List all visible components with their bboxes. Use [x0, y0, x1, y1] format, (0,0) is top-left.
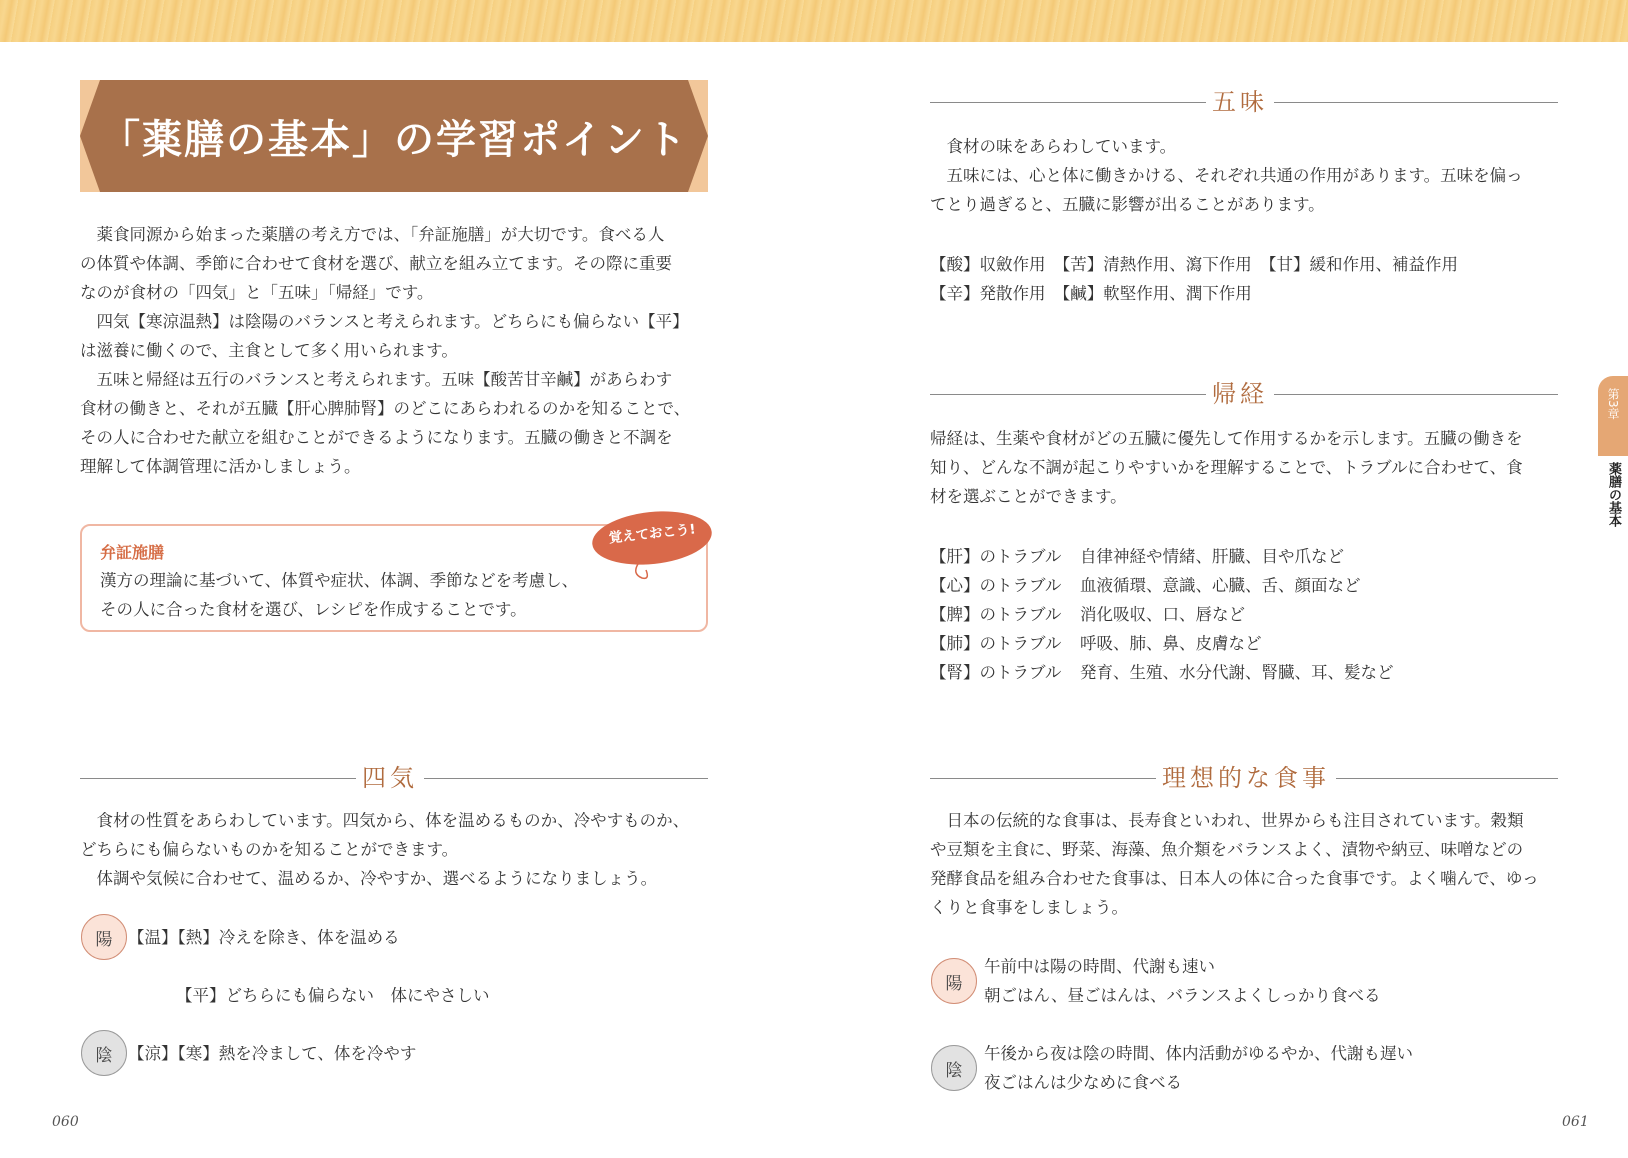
shiki-heading-label: 四気 [356, 758, 424, 798]
ideal-paragraph [930, 806, 1570, 922]
gomi-paragraph [930, 132, 1570, 219]
trouble-row [930, 600, 1245, 629]
intro-line: 五味と帰経は五行のバランスと考えられます。五味【酸苦甘辛鹹】があらわす [96, 370, 673, 389]
trouble-row [930, 658, 1394, 687]
ideal-line: 発酵食品を組み合わせた食事は、日本人の体に合った食事です。よく噛んで、ゆっ [930, 869, 1539, 888]
yin-meal-line: 午後から夜は陰の時間、体内活動がゆるやか、代謝も遅い [984, 1044, 1413, 1063]
shiki-paragraph [80, 806, 720, 893]
memo-badge: 覚えておこう! [608, 521, 697, 547]
neutral-description: 【平】どちらにも偏らない 体にやさしい [176, 986, 490, 1005]
yang-circle-icon: 陽 [931, 958, 977, 1004]
shiki-line: 食材の性質をあらわしています。四気から、体を温めるものか、冷やすものか、 [96, 811, 690, 830]
intro-paragraph [80, 220, 720, 481]
memo-title: 弁証施膳 [100, 543, 165, 562]
gomi-effects-row: 【酸】収斂作用 【苦】清熱作用、瀉下作用 【甘】緩和作用、補益作用 [930, 255, 1458, 274]
intro-line: 四気【寒涼温熱】は陰陽のバランスと考えられます。どちらにも偏らない【平】 [96, 312, 689, 331]
chapter-name: 薬膳の基本 [1606, 462, 1621, 527]
intro-line: 薬食同源から始まった薬膳の考え方では、「弁証施膳」が大切です。食べる人 [96, 225, 665, 244]
page-number-left: 060 [52, 1114, 79, 1130]
memo-body [100, 566, 578, 624]
trouble-symptoms: 血液循環、意識、心臓、舌、顔面など [1080, 576, 1361, 595]
trouble-organ: 【肝】のトラブル [930, 547, 1062, 566]
ideal-heading [930, 758, 1558, 798]
yang-meal-line: 午前中は陽の時間、代謝も速い [984, 957, 1215, 976]
yin-circle-icon: 陰 [81, 1030, 127, 1076]
trouble-symptoms: 自律神経や情緒、肝臓、目や爪など [1080, 547, 1344, 566]
intro-line: は滋養に働くので、主食として多く用いられます。 [80, 341, 458, 360]
intro-line: の体質や体調、季節に合わせて食材を選び、献立を組み立てます。その際に重要 [80, 254, 673, 273]
intro-line: 理解して体調管理に活かしましょう。 [80, 457, 361, 476]
kikei-line: 知り、どんな不調が起こりやすいかを理解することで、トラブルに合わせて、食 [930, 458, 1523, 477]
gomi-line: てとり過ぎると、五臓に影響が出ることがあります。 [930, 195, 1325, 214]
kikei-paragraph [930, 424, 1570, 511]
top-decorative-band [0, 0, 1628, 42]
trouble-row [930, 542, 1344, 571]
kikei-heading-label: 帰経 [1206, 374, 1274, 414]
title-banner [80, 80, 708, 192]
intro-line: 食材の働きと、それが五臓【肝心脾肺腎】のどこにあらわれるのかを知ることで、 [80, 399, 691, 418]
gomi-line: 五味には、心と体に働きかける、それぞれ共通の作用があります。五味を偏っ [946, 166, 1523, 185]
ideal-line: 日本の伝統的な食事は、長寿食といわれ、世界からも注目されています。穀類 [946, 811, 1524, 830]
kikei-line: 帰経は、生薬や食材がどの五臓に優先して作用するかを示します。五臓の働きを [930, 429, 1523, 448]
gomi-heading [930, 82, 1558, 122]
yin-circle-icon: 陰 [931, 1045, 977, 1091]
page-title: 「薬膳の基本」の学習ポイント [100, 116, 688, 163]
trouble-organ: 【腎】のトラブル [930, 663, 1062, 682]
trouble-row [930, 629, 1262, 658]
gomi-heading-label: 五味 [1206, 82, 1274, 122]
trouble-row [930, 571, 1361, 600]
yang-meal-line: 朝ごはん、昼ごはんは、バランスよくしっかり食べる [984, 986, 1381, 1005]
gomi-effects-row: 【辛】発散作用 【鹹】軟堅作用、潤下作用 [930, 284, 1252, 303]
yin-meal-line: 夜ごはんは少なめに食べる [984, 1073, 1182, 1092]
intro-line: その人に合わせた献立を組むことができるようになります。五臓の働きと不調を [80, 428, 673, 447]
chapter-side-tab [1598, 376, 1628, 530]
trouble-symptoms: 消化吸収、口、唇など [1080, 605, 1245, 624]
memo-line: 漢方の理論に基づいて、体質や症状、体調、季節などを考慮し、 [100, 571, 579, 590]
shiki-line: 体調や気候に合わせて、温めるか、冷やすか、選べるようになりましょう。 [96, 869, 658, 888]
memo-line: その人に合った食材を選び、レシピを作成することです。 [100, 600, 527, 619]
yin-description: 【涼】【寒】熱を冷まして、体を冷やす [128, 1044, 417, 1063]
kikei-heading [930, 374, 1558, 414]
ideal-line: くりと食事をしましょう。 [930, 898, 1128, 917]
trouble-organ: 【脾】のトラブル [930, 605, 1062, 624]
ideal-line: や豆類を主食に、野菜、海藻、魚介類をバランスよく、漬物や納豆、味噌などの [930, 840, 1524, 859]
yang-circle-icon: 陽 [81, 914, 127, 960]
chapter-number: 第3章 [1606, 388, 1620, 420]
ideal-heading-label: 理想的な食事 [1156, 758, 1336, 798]
shiki-line: どちらにも偏らないものかを知ることができます。 [80, 840, 459, 859]
trouble-organ: 【心】のトラブル [930, 576, 1062, 595]
yang-description: 【温】【熱】冷えを除き、体を温める [128, 928, 400, 947]
trouble-symptoms: 呼吸、肺、鼻、皮膚など [1080, 634, 1262, 653]
intro-line: なのが食材の「四気」と「五味」「帰経」です。 [80, 283, 434, 302]
gomi-line: 食材の味をあらわしています。 [946, 137, 1177, 156]
kikei-line: 材を選ぶことができます。 [930, 487, 1127, 506]
trouble-symptoms: 発育、生殖、水分代謝、腎臓、耳、髪など [1080, 663, 1394, 682]
page-number-right: 061 [1562, 1114, 1589, 1130]
shiki-heading [80, 758, 708, 798]
trouble-organ: 【肺】のトラブル [930, 634, 1062, 653]
